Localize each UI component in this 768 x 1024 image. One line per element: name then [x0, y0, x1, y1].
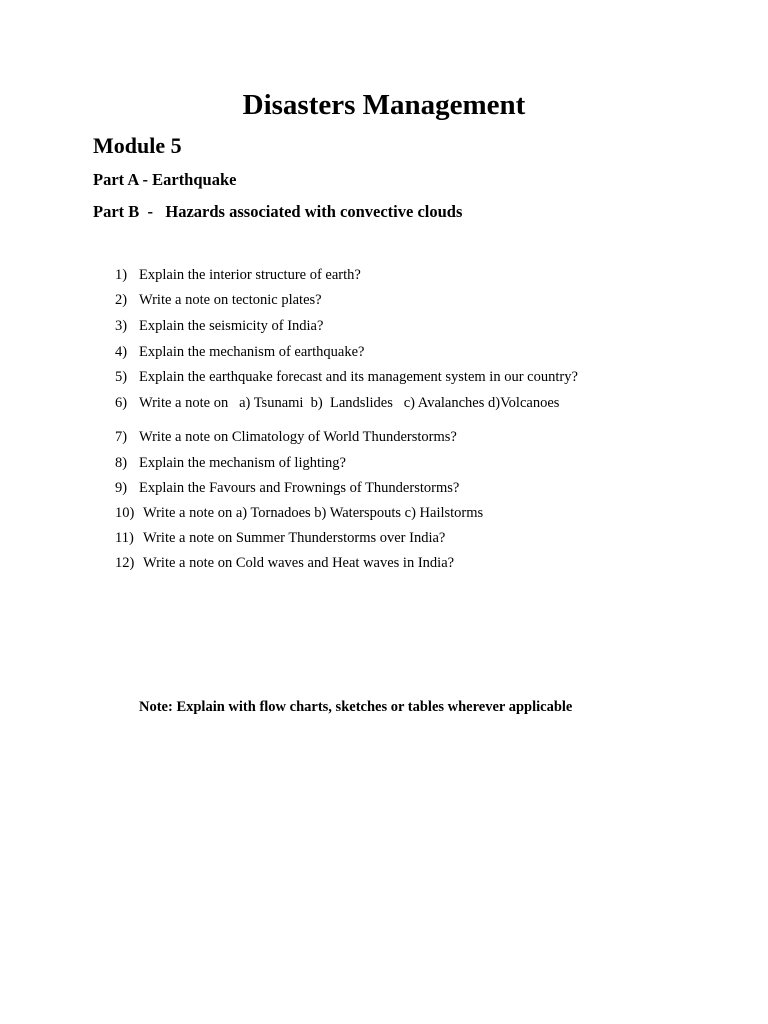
question-number: 1)	[115, 267, 128, 283]
question-number: 6)	[115, 395, 128, 411]
question-item	[115, 479, 459, 498]
document-title: Disasters Management	[242, 89, 526, 121]
question-number: 2)	[115, 292, 128, 308]
question-item	[115, 454, 346, 473]
question-text: Explain the interior structure of earth?	[139, 267, 361, 283]
question-text: Write a note on Cold waves and Heat waves in India?	[143, 555, 455, 571]
question-text: Explain the Favours and Frownings of Thunderstorms?	[139, 480, 460, 496]
question-item	[115, 317, 323, 336]
question-text: Write a note on Climatology of World Thunderstorms?	[139, 429, 457, 445]
question-number: 12)	[115, 555, 135, 571]
question-text: Write a note on a) Tornadoes b) Waterspouts c) Hailstorms	[143, 505, 484, 521]
part-a-heading: Part A - Earthquake	[93, 170, 237, 189]
question-number: 3)	[115, 318, 128, 334]
part-b-heading: Part B - Hazards associated with convective clouds	[93, 202, 463, 221]
question-item	[115, 291, 322, 310]
question-text: Explain the seismicity of India?	[139, 318, 324, 334]
question-number: 8)	[115, 455, 128, 471]
question-number: 7)	[115, 429, 128, 445]
question-text: Explain the mechanism of lighting?	[139, 455, 346, 471]
question-item	[115, 394, 559, 413]
question-number: 10)	[115, 505, 135, 521]
note-text: Note: Explain with flow charts, sketches or tables wherever applicable	[139, 699, 573, 715]
question-item	[115, 368, 578, 387]
question-text: Write a note on Summer Thunderstorms over India?	[143, 530, 446, 546]
question-number: 11)	[115, 530, 134, 546]
question-item	[115, 343, 364, 362]
module-heading: Module 5	[93, 133, 182, 158]
question-text: Explain the earthquake forecast and its management system in our country?	[139, 369, 578, 385]
question-number: 4)	[115, 344, 128, 360]
question-item	[115, 529, 445, 548]
question-number: 5)	[115, 369, 128, 385]
question-item	[115, 504, 483, 523]
question-item	[115, 554, 454, 573]
question-text: Write a note on a) Tsunami b) Landslides c) Avalanches d)Volcanoes	[139, 395, 560, 411]
question-item	[115, 266, 361, 285]
question-text: Write a note on tectonic plates?	[139, 292, 322, 308]
question-number: 9)	[115, 480, 128, 496]
question-text: Explain the mechanism of earthquake?	[139, 344, 365, 360]
question-item	[115, 428, 457, 447]
